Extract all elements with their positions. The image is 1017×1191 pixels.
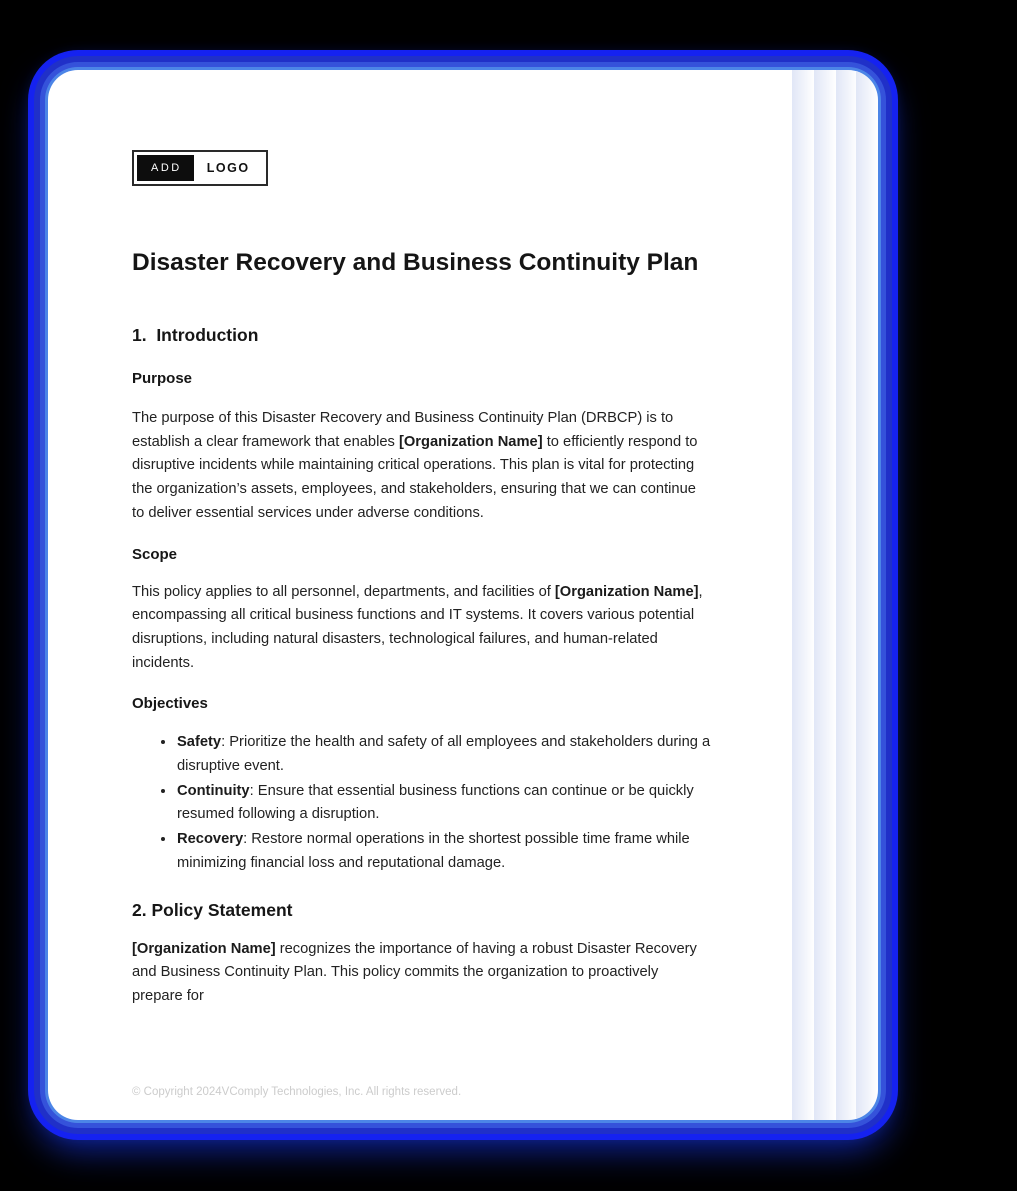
objective-safety-item: • Safety: Prioritize the health and safety of all employees and stakeholders during a disruptive event. xyxy=(176,730,712,778)
add-logo-logo-label: LOGO xyxy=(206,161,250,175)
scope-paragraph: This policy applies to all personnel, departments, and facilities of [Organization Name], encompassing all critical business functions and IT systems. It covers various potential disruptions, including natural disasters, technological failures, and human-related incidents. xyxy=(132,583,703,671)
scope-heading: Scope xyxy=(132,545,178,563)
add-logo-placeholder[interactable] xyxy=(132,150,268,186)
document-content xyxy=(48,70,878,1120)
section-2-policy-statement-heading: 2. Policy Statement xyxy=(132,899,293,920)
copyright-footer: © Copyright 2024VComply Technologies, Inc. All rights reserved. xyxy=(132,1085,462,1098)
document-title: Disaster Recovery and Business Continuity Plan xyxy=(132,249,699,276)
purpose-paragraph: The purpose of this Disaster Recovery and Business Continuity Plan (DRBCP) is to establish a clear framework that enables [Organization Name] to efficiently respond to disruptive incidents while maintaining critical operations. This plan is vital for protecting the organization’s assets, employees, and stakeholders, ensuring that we can continue to deliver essential services under adverse conditions. xyxy=(132,410,698,521)
document-page xyxy=(48,70,878,1120)
objectives-list xyxy=(132,730,712,875)
objective-recovery-item: • Recovery: Restore normal operations in the shortest possible time frame while minimizing financial loss and reputational damage. xyxy=(176,827,712,875)
objectives-heading: Objectives xyxy=(132,695,208,713)
objective-continuity-item: • Continuity: Ensure that essential business functions can continue or be quickly resumed following a disruption. xyxy=(176,779,712,827)
purpose-heading: Purpose xyxy=(132,370,193,387)
policy-statement-paragraph: [Organization Name] recognizes the importance of having a robust Disaster Recovery and Business Continuity Plan. This policy commits the organization to proactively prepare for xyxy=(132,940,697,1004)
section-1-introduction-heading: 1. Introduction xyxy=(132,325,259,345)
add-logo-add-label: ADD xyxy=(137,155,194,181)
